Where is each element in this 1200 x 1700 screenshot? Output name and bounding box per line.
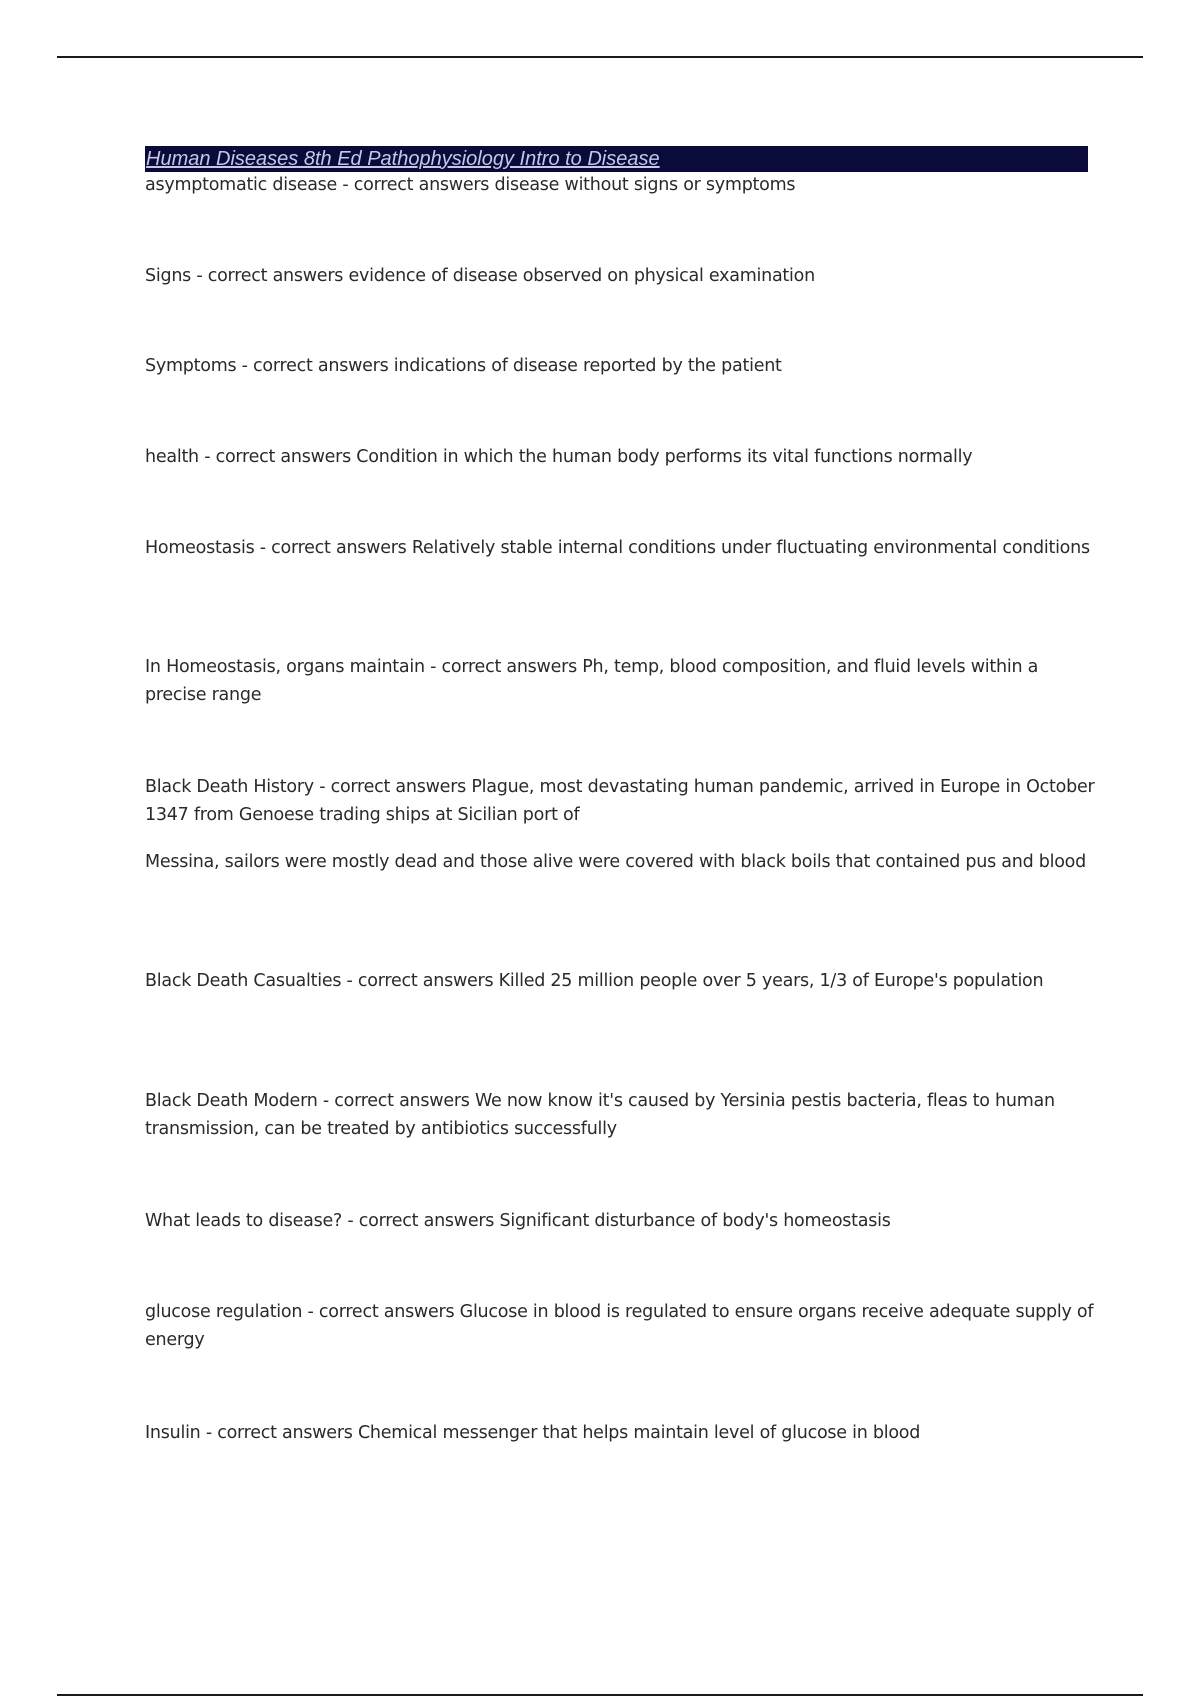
flashcard-entry: glucose regulation - correct answers Glucose in blood is regulated to ensure organs receive adequate supply of energy bbox=[145, 1302, 1094, 1350]
flashcard-entry: Symptoms - correct answers indications of disease reported by the patient bbox=[145, 356, 782, 376]
flashcard-entry: In Homeostasis, organs maintain - correct answers Ph, temp, blood composition, and fluid levels within a precise range bbox=[145, 657, 1039, 705]
flashcard-entry: asymptomatic disease - correct answers disease without signs or symptoms bbox=[145, 175, 796, 195]
document-title[interactable]: Human Diseases 8th Ed Pathophysiology Intro to Disease bbox=[146, 148, 660, 170]
flashcard-entry: Insulin - correct answers Chemical messenger that helps maintain level of glucose in blood bbox=[145, 1423, 921, 1443]
flashcard-entry: health - correct answers Condition in which the human body performs its vital functions normally bbox=[145, 447, 973, 467]
footer-rule bbox=[57, 1694, 1143, 1696]
header-rule bbox=[57, 56, 1143, 58]
flashcard-entry: What leads to disease? - correct answers Significant disturbance of body's homeostasis bbox=[145, 1211, 891, 1231]
flashcard-entry: Homeostasis - correct answers Relatively stable internal conditions under fluctuating environmental conditions bbox=[145, 538, 1090, 558]
flashcard-entry: Signs - correct answers evidence of disease observed on physical examination bbox=[145, 266, 815, 286]
document-title-bar bbox=[145, 146, 1088, 172]
flashcard-entry-continued: Messina, sailors were mostly dead and those alive were covered with black boils that contained pus and blood bbox=[145, 852, 1086, 872]
flashcard-entry: Black Death Casualties - correct answers Killed 25 million people over 5 years, 1/3 of Europe's population bbox=[145, 971, 1044, 991]
flashcard-entry: Black Death History - correct answers Plague, most devastating human pandemic, arrived in Europe in October 1347 from Genoese trading ships at Sicilian port of bbox=[145, 777, 1095, 825]
flashcard-entry: Black Death Modern - correct answers We now know it's caused by Yersinia pestis bacteria, fleas to human transmission, can be treated by antibiotics successfully bbox=[145, 1091, 1055, 1139]
